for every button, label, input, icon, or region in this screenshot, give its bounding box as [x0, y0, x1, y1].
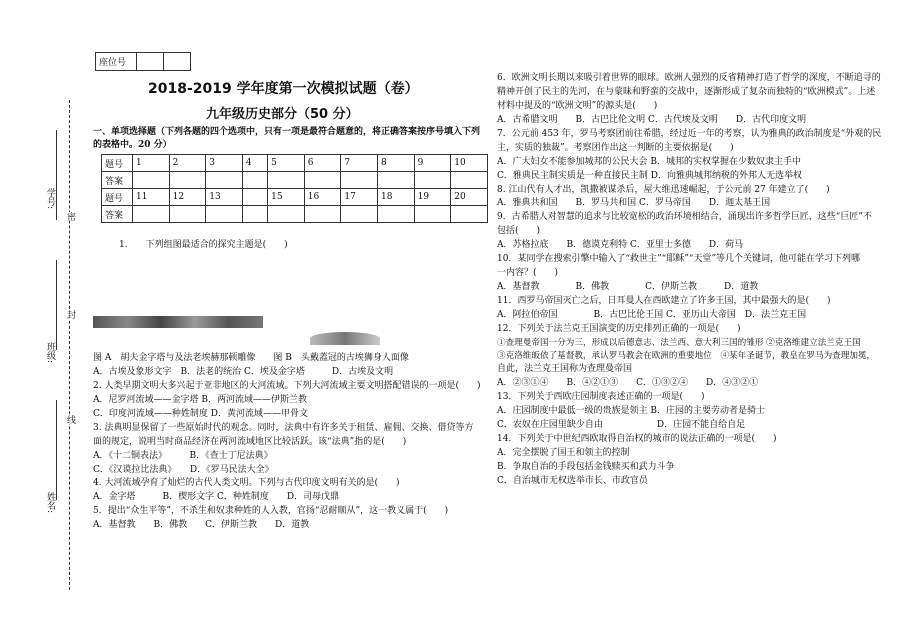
q-number: 9 [414, 155, 451, 172]
seat-label: 座位号 [96, 53, 137, 71]
answer-cell[interactable] [341, 172, 378, 189]
q-number: 16 [304, 189, 341, 206]
question-14-option-b: B．争取自治的手段包括金钱赎买和武力斗争 [497, 462, 675, 472]
question-2-options-ab: A．尼罗河流域——金字塔 B．两河流域——伊斯兰教 [93, 394, 307, 405]
answer-cell[interactable] [414, 172, 451, 189]
row-label: 题号 [102, 189, 133, 206]
question-3-options-cd: C．《汉谟拉比法典》 D．《罗马民法大全》 [93, 464, 274, 475]
answer-cell[interactable] [133, 172, 170, 189]
answer-cell[interactable] [242, 172, 267, 189]
answer-cell[interactable] [414, 206, 451, 223]
question-10-options: A．基督教 B．佛教 C．伊斯兰教 D．道教 [497, 282, 759, 293]
figure-a-pyramid-image [93, 316, 263, 328]
q-number: 2 [169, 155, 206, 172]
question-7-cont: 主，实质的独裁”。考察团作出这一判断的主要依据是( ) [497, 142, 734, 153]
q-number [242, 189, 267, 206]
answer-cell[interactable] [451, 172, 488, 189]
section-heading-line1: 一、单项选择题（下列各题的四个选项中，只有一项是最符合题意的，将正确答案按序号填入下列 [93, 127, 481, 137]
question-6-options: A．古希腊文明 B．古巴比伦文明 C．古代埃及文明 D．古代印度文明 [497, 114, 807, 125]
q-number: 18 [378, 189, 415, 206]
student-id-blank [56, 130, 57, 220]
question-6-cont2: 材料中提及的“欧洲文明”的源头是( ) [497, 100, 658, 111]
question-8: 8. 江山代有人才出，凯撒被谋杀后，屋大维迅速崛起，于公元前 27 年建立了( ) [497, 184, 830, 195]
section-heading [93, 127, 483, 151]
q-number: 6 [304, 155, 341, 172]
figure-b-sphinx-image [310, 332, 380, 345]
answer-cell[interactable] [304, 172, 341, 189]
fold-mark: 封 [65, 310, 75, 319]
answer-table [101, 154, 488, 223]
q-number: 1 [133, 155, 170, 172]
question-1-options: A．古埃及象形文字 B．法老的统治 C．埃及金字塔 D．古埃及文明 [93, 366, 394, 377]
q-number: 17 [341, 189, 378, 206]
seat-number-box [95, 52, 191, 71]
q-number: 13 [206, 189, 243, 206]
name-blank [56, 400, 57, 500]
q-number: 3 [206, 155, 243, 172]
question-7-options-ab: A．广大妇女不能参加城邦的公民大会 B．城邦的实权掌握在少数奴隶主手中 [497, 156, 801, 167]
answer-cell[interactable] [169, 206, 206, 223]
question-14-option-c: C．自治城市无权选举市长、市政官员 [497, 475, 648, 486]
question-13-options-ab: A．庄园制度中最低一级的贵族是领主 B．庄园的主要劳动者是骑士 [497, 406, 765, 417]
q-number: 19 [414, 189, 451, 206]
answer-cell[interactable] [378, 206, 415, 223]
answer-cell[interactable] [378, 172, 415, 189]
question-12-options: A．②③①④ B．④②①③ C．①③②④ D．④③②① [497, 378, 759, 389]
q-number: 5 [268, 155, 305, 172]
q-number: 10 [451, 155, 488, 172]
q-number: 7 [341, 155, 378, 172]
left-question-list [93, 352, 488, 533]
question-6-cont: 精神开创了民主的先河，在与蒙昧和野蛮的交战中，逐渐形成了复杂而独特的“欧洲模式”。上述 [497, 86, 876, 97]
question-10-cont: 一内容？( ) [497, 268, 559, 279]
answer-cell[interactable] [268, 206, 305, 223]
question-6: 6．欧洲文明长期以来吸引着世界的眼球。欧洲人强烈的反省精神打造了哲学的深度，不断追寻的 [497, 73, 881, 83]
question-9-options: A．苏格拉底 B．德谟克利特 C．亚里士多德 D．荷马 [497, 240, 744, 251]
answer-cell[interactable] [304, 206, 341, 223]
question-8-options: A．雅典共和国 B．罗马共和国 C．罗马帝国 D．迦太基王国 [497, 198, 771, 209]
seat-cell[interactable] [137, 53, 164, 71]
question-5-options: A．基督教 B．佛教 C．伊斯兰教 D．道教 [93, 520, 310, 531]
question-2-options-cd: C．印度河流域——种姓制度 D．黄河流域——甲骨文 [93, 408, 308, 419]
question-4: 4. 大河流域孕育了灿烂的古代人类文明。下列与古代印度文明有关的是( ) [93, 478, 400, 489]
seat-cell[interactable] [164, 53, 191, 71]
right-question-list [497, 72, 907, 489]
answer-cell[interactable] [133, 206, 170, 223]
answer-cell[interactable] [268, 172, 305, 189]
question-13-options-cd: C．农奴在庄园里缺少自由 D．庄园不能自给自足 [497, 420, 746, 431]
question-4-options: A．金字塔 B．楔形文字 C．种姓制度 D．司母戊鼎 [93, 492, 340, 503]
question-12-item1: ①查理曼帝国一分为三，形成以后德意志、法兰西、意大利三国的雏形 ②克洛维建立法兰克王国 [497, 337, 861, 348]
student-id-label: 学号: [45, 188, 55, 210]
question-7-options-cd: C．雅典民主制实质是一种直接民主制 D．向雅典城邦纳税的外邦人无选举权 [497, 170, 802, 181]
q-number: 8 [378, 155, 415, 172]
question-1: 1. 下列组图最适合的探究主题是( ) [119, 240, 288, 250]
class-blank [56, 260, 57, 350]
q-number: 20 [451, 189, 488, 206]
row-label: 答案 [102, 206, 133, 223]
row-label: 题号 [102, 155, 133, 172]
question-14-option-a: A．完全摆脱了国王和领主的控制 [497, 448, 630, 459]
question-3-options-ab: A．《十二铜表法》 B．《查士丁尼法典》 [93, 450, 273, 461]
question-12-item3: 自此，法兰克王国称为查理曼帝国 [497, 364, 633, 375]
question-3: 3. 法典明显保留了一些原始时代的观念。同时，法典中有许多关于租赁、雇佣、交换、借贷等方 [93, 422, 474, 433]
q-number: 12 [169, 189, 206, 206]
question-7: 7．公元前 453 年，罗马考察团前往希腊，经过近一年的考察，认为雅典的政治制度是“外观的民 [497, 128, 882, 139]
section-heading-line2: 的表格中。20 分） [93, 140, 172, 151]
question-12: 12．下列关于法兰克王国演变的历史排列正确的一项是( ) [497, 323, 741, 334]
row-label: 答案 [102, 172, 133, 189]
binding-dashed-line [69, 100, 70, 590]
q-number: 4 [242, 155, 267, 172]
question-13: 13．下列关于西欧庄园制度表述正确的一项是( ) [497, 392, 705, 403]
question-11-options: A．阿拉伯帝国 B．古巴比伦王国 C．亚历山大帝国 D．法兰克王国 [497, 309, 807, 320]
figure-caption: 图 A 胡夫金字塔与及法老埃赫那顿雕像 图 B 头戴蓋冠的古埃狮身人面像 [93, 353, 409, 363]
question-9-cont: 包括( ) [497, 226, 541, 237]
answer-cell[interactable] [206, 206, 243, 223]
question-14: 14．下列关于中世纪西欧取得自治权的城市的说法正确的一项是( ) [497, 434, 777, 445]
answer-cell[interactable] [242, 206, 267, 223]
question-10: 10．某同学在搜索引擎中输入了“救世主”“耶稣”“天堂”等几个关键词，他可能在学习下列哪 [497, 254, 861, 265]
seal-mark: 密 [65, 212, 75, 221]
q-number: 11 [133, 189, 170, 206]
exam-subtitle: 九年级历史部分（50 分） [206, 107, 359, 122]
question-3-cont: 面的规定，说明当时商品经济在两河流域地区比较活跃。该“法典”指的是( ) [93, 436, 407, 447]
q-number: 15 [268, 189, 305, 206]
exam-title: 2018-2019 学年度第一次模拟试题（卷） [148, 81, 419, 97]
answer-cell[interactable] [206, 172, 243, 189]
question-2: 2. 人类早期文明大多兴起于亚非地区的大河流域。下列大河流域主要文明搭配错误的一项是( ) [93, 380, 481, 391]
question-12-item2: ③克洛维皈依了基督教，承认罗马教会在欧洲的重要地位 ④某年圣诞节，教皇在罗马为查理加冕， [497, 351, 876, 362]
answer-cell[interactable] [169, 172, 206, 189]
answer-cell[interactable] [451, 206, 488, 223]
line-mark: 线 [65, 415, 75, 424]
question-9: 9．古希腊人对智慧的追求与比较宽松的政治环境相结合，涌现出许多哲学巨匠，这些“巨匠”不 [497, 212, 872, 223]
question-11: 11．西罗马帝国灭亡之后，日耳曼人在西欧建立了许多王国，其中最强大的是( ) [497, 296, 831, 306]
class-label: 班级: [45, 342, 55, 364]
question-5: 5．提出“众生平等”，不杀生和奴隶种姓的人入教，官扬“忍耐顺从”，这一教义属于( ) [93, 506, 449, 517]
answer-cell[interactable] [341, 206, 378, 223]
name-label: 姓名: [45, 492, 55, 514]
